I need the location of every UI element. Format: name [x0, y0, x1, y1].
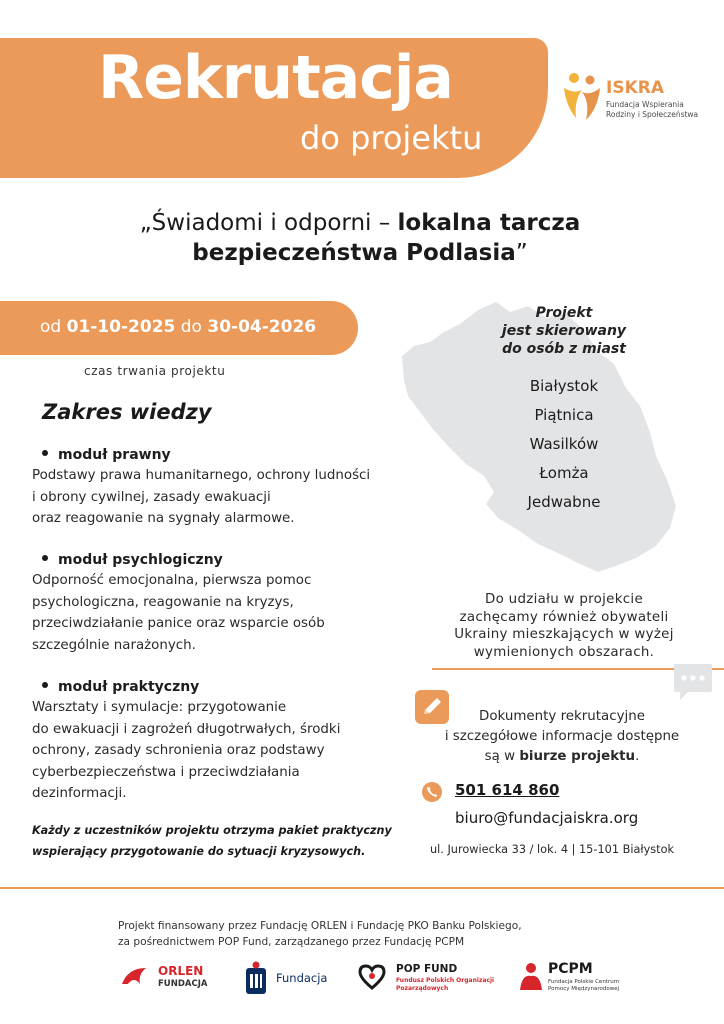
city-item: Wasilków [529, 435, 599, 453]
module-line: psychologiczna, reagowanie na kryzys, [32, 594, 294, 610]
module-line: i obrony cywilnej, zasady ewakuacji [32, 489, 271, 505]
pcpm-sub2: Pomocy Międzynarodowej [548, 986, 620, 992]
module-line: do ewakuacji i zagrożeń długotrwałych, środki [32, 721, 341, 737]
city-list [480, 372, 648, 517]
module-line: Warsztaty i symulacje: przygotowanie [32, 700, 287, 715]
funding-line2: za pośrednictwem POP Fund, zarządzanego przez Fundację PCPM [118, 936, 465, 948]
module-description [32, 465, 422, 530]
phone-icon [422, 782, 442, 802]
docs-line3 [424, 747, 700, 767]
pop-fund-name: POP FUND [396, 963, 458, 975]
docs-line1: Dokumenty rekrutacyjne [479, 709, 645, 724]
date-end: 30-04-2026 [207, 317, 317, 337]
module-line: dezinformacji. [32, 786, 127, 801]
module-line: Odporność emocjonalna, pierwsza pomoc [32, 573, 312, 588]
module-description [32, 570, 422, 656]
orlen-foundation-logo [118, 958, 218, 998]
ukraine-invite [428, 591, 700, 661]
target-heading-line2: jest skierowany [501, 323, 627, 339]
orlen-eagle-icon [118, 962, 152, 996]
module-legal [32, 445, 422, 530]
invite-line: Ukrainy mieszkających w wyżej [454, 627, 674, 642]
phone-link[interactable]: 501 614 860 [455, 781, 560, 799]
project-title-part3: bezpieczeństwa Podlasia [192, 240, 516, 266]
iskra-tagline-line2: Rodziny i Społeczeństwa [606, 110, 699, 119]
city-item: Piątnica [534, 406, 594, 424]
project-title-part1: „Świadomi i odporni – [139, 210, 398, 236]
chat-bubble-icon [670, 660, 714, 704]
funding-note [118, 918, 598, 950]
page-subtitle: do projektu [300, 119, 483, 157]
pop-fund-sub1: Fundusz Polskich Organizacji [396, 977, 495, 984]
office-address: ul. Jurowiecka 33 / lok. 4 | 15-101 Białystok [430, 843, 675, 856]
module-line: szczególnie narażonych. [32, 637, 196, 653]
date-start: 01-10-2025 [66, 317, 176, 337]
module-title-text: moduł prawny [58, 447, 171, 463]
invite-line: zachęcamy również obywateli [459, 609, 669, 625]
module-line: cyberbezpieczeństwa i przeciwdziałania [32, 764, 300, 780]
city-item: Białystok [529, 377, 599, 395]
date-prefix: od [40, 317, 67, 337]
iskra-figures-icon [560, 70, 604, 126]
invite-line: Do udziału w projekcie [485, 592, 643, 607]
note-line1: Każdy z uczestników projektu otrzyma pakiet praktyczny [32, 824, 392, 837]
module-psychological [32, 550, 422, 656]
pcpm-logo [518, 958, 628, 998]
iskra-logo-tagline [606, 100, 706, 120]
project-title-end: ” [515, 240, 528, 266]
target-heading-line3: do osób z miast [502, 341, 626, 357]
pcpm-sub1: Fundacja Polskie Centrum [548, 979, 620, 985]
duration-caption: czas trwania projektu [84, 364, 226, 378]
module-title-text: moduł psychlogiczny [58, 552, 223, 568]
module-title [32, 677, 422, 697]
bullet-icon [42, 450, 48, 456]
target-heading [480, 304, 648, 358]
date-mid: do [175, 317, 208, 337]
module-line: oraz reagowanie na sygnały alarmowe. [32, 511, 295, 526]
participants-note [32, 820, 412, 862]
orlen-sub: FUNDACJA [158, 979, 208, 989]
iskra-tagline-line1: Fundacja Wspierania [606, 100, 684, 109]
project-title [40, 208, 680, 268]
documents-info [424, 707, 700, 767]
pko-name: Fundacja [276, 971, 328, 985]
module-line: przeciwdziałanie panice oraz wsparcie osób [32, 616, 325, 631]
note-line2: wspierający przygotowanie do sytuacji kryzysowych. [32, 845, 366, 858]
orlen-name: ORLEN [158, 964, 204, 978]
module-practical [32, 677, 422, 805]
module-title [32, 550, 422, 570]
bullet-icon [42, 555, 48, 561]
city-item: Jedwabne [527, 493, 601, 511]
project-office-label: biurze projektu [519, 749, 636, 764]
funding-line1: Projekt finansowany przez Fundację ORLEN i Fundację PKO Banku Polskiego, [118, 920, 522, 932]
page-title: Rekrutacja [98, 43, 453, 113]
iskra-logo-name: ISKRA [606, 78, 664, 98]
module-line: ochrony, zasady schronienia oraz podstawy [32, 743, 325, 758]
invite-line: wymienionych obszarach. [473, 644, 655, 660]
pko-foundation-logo [244, 958, 334, 998]
module-title [32, 445, 422, 465]
docs-line3-suffix: . [635, 749, 640, 764]
project-title-part2: lokalna tarcza [397, 210, 581, 236]
scope-heading: Zakres wiedzy [42, 400, 212, 424]
email-link[interactable]: biuro@fundacjaiskra.org [455, 809, 639, 827]
module-line: Podstawy prawa humanitarnego, ochrony ludności [32, 468, 371, 483]
docs-line2: i szczegółowe informacje dostępne [444, 729, 680, 744]
city-item: Łomża [539, 464, 589, 482]
docs-line3-prefix: są w [484, 749, 520, 764]
pko-emblem-icon [244, 960, 268, 996]
iskra-logo [560, 70, 700, 130]
module-description [32, 697, 422, 805]
pop-fund-heart-icon [356, 964, 392, 992]
project-dates [40, 317, 316, 337]
target-heading-line1: Projekt [535, 305, 593, 321]
module-title-text: moduł praktyczny [58, 679, 200, 695]
pop-fund-sub2: Pozarządowych [396, 985, 449, 992]
footer-divider [0, 887, 724, 889]
pcpm-figure-icon [518, 962, 544, 992]
pop-fund-logo [356, 958, 496, 998]
pcpm-name: PCPM [548, 961, 593, 977]
bullet-icon [42, 682, 48, 688]
